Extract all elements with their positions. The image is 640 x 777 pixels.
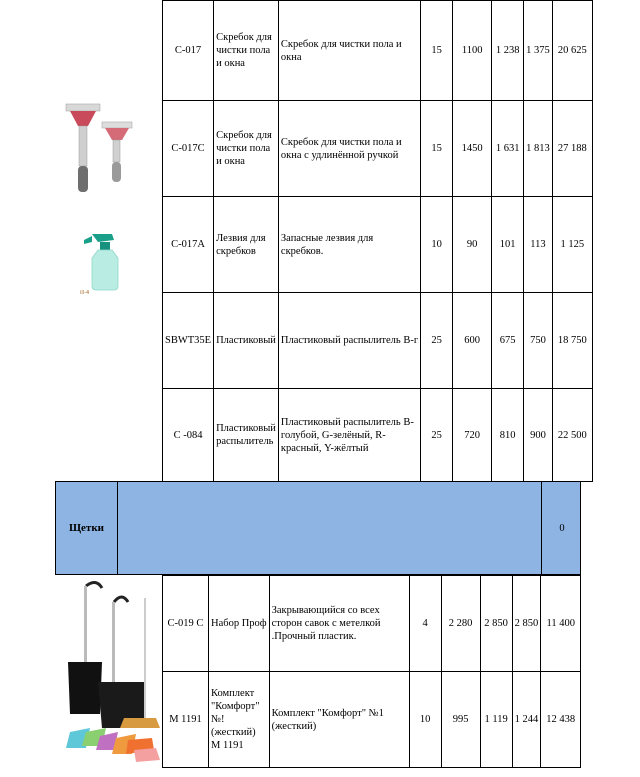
product-images-column [0,0,162,777]
product-qty: 4 [409,576,441,672]
table-row [163,389,593,482]
product-code: C-017 [163,1,214,101]
product-total: 20 625 [552,1,592,101]
broom-dustpan-set-image [56,578,162,768]
product-price1: 90 [453,197,492,293]
product-total: 11 400 [541,576,581,672]
sprayer-image [78,228,138,296]
product-price3: 750 [524,293,553,389]
product-description: Комплект "Комфорт" №1 (жесткий) [269,672,409,768]
product-price1: 2 280 [441,576,480,672]
product-price2: 1 238 [492,1,524,101]
product-name: Набор Проф [209,576,270,672]
product-price3: 1 813 [524,101,553,197]
product-code: SBWT35E [163,293,214,389]
product-code: M 1191 [163,672,209,768]
product-code: C-017C [163,101,214,197]
table-row [163,576,581,672]
product-total: 27 188 [552,101,592,197]
section-divider [117,482,118,574]
product-price2: 2 850 [480,576,512,672]
product-price1: 1450 [453,101,492,197]
product-price3: 2 850 [512,576,541,672]
product-price1: 600 [453,293,492,389]
product-name: Комплект "Комфорт" №! (жесткий) M 1191 [209,672,270,768]
product-total: 22 500 [552,389,592,482]
product-qty: 25 [421,293,453,389]
table-row [163,293,593,389]
product-description: Пластиковый распылитель B-г [278,293,420,389]
product-price2: 675 [492,293,524,389]
product-description: Пластиковый распылитель B-голубой, G-зелёный, R-красный, Y-жёлтый [278,389,420,482]
product-name: Лезвия для скребков [214,197,279,293]
product-total: 18 750 [552,293,592,389]
product-qty: 15 [421,101,453,197]
sprayer-image-label: ill-4 [80,290,90,296]
product-qty: 15 [421,1,453,101]
product-name: Пластиковый распылитель [214,389,279,482]
product-description: Скребок для чистки пола и окна [278,1,420,101]
product-price3: 900 [524,389,553,482]
product-price1: 995 [441,672,480,768]
product-total: 1 125 [552,197,592,293]
product-name: Скребок для чистки пола и окна [214,101,279,197]
product-name: Скребок для чистки пола и окна [214,1,279,101]
product-description: Закрывающийся со всех сторон савок с метелкой .Прочный пластик. [269,576,409,672]
price-table-brushes [162,575,581,768]
table-row [163,672,581,768]
scraper-image [60,96,140,196]
product-description: Запасные лезвия для скребков. [278,197,420,293]
section-total: 0 [559,522,565,534]
product-code: C-019 C [163,576,209,672]
product-qty: 25 [421,389,453,482]
product-qty: 10 [409,672,441,768]
product-price2: 810 [492,389,524,482]
table-row [163,101,593,197]
product-price2: 1 631 [492,101,524,197]
product-total: 12 438 [541,672,581,768]
product-price3: 1 375 [524,1,553,101]
product-price2: 101 [492,197,524,293]
price-table [162,0,593,482]
product-price1: 1100 [453,1,492,101]
table-row [163,197,593,293]
product-description: Скребок для чистки пола и окна с удлинённой ручкой [278,101,420,197]
product-price1: 720 [453,389,492,482]
section-title: Щетки [68,522,105,534]
product-name: Пластиковый [214,293,279,389]
product-qty: 10 [421,197,453,293]
product-price3: 113 [524,197,553,293]
section-header-row [55,481,581,575]
product-code: C -084 [163,389,214,482]
product-price2: 1 119 [480,672,512,768]
table-row [163,1,593,101]
product-code: C-017A [163,197,214,293]
product-price3: 1 244 [512,672,541,768]
